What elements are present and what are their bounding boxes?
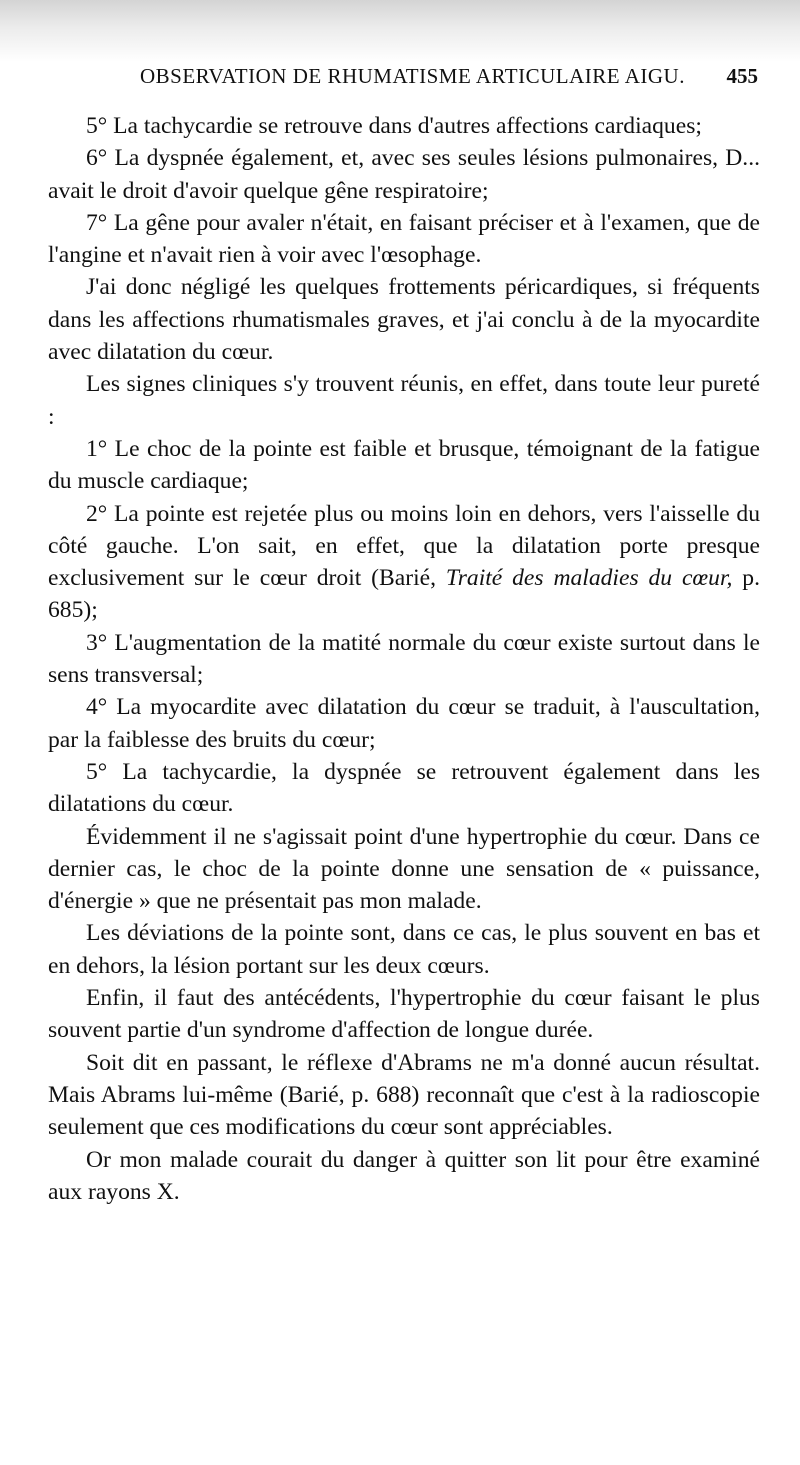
paragraph: 5° La tachycardie, la dyspnée se retrouvent également dans les dilatations du cœur. <box>48 758 760 818</box>
paragraph-text: 2° La pointe est rejetée plus ou moins loin en dehors, vers l'aisselle du côté gauche. L'on sait, en effet, que la dilatation porte presque exclusivement sur le cœur droit (Barié, <box>48 500 760 592</box>
paragraph: J'ai donc négligé les quelques frottements péricardiques, si fréquents dans les affections rhumatismales graves, et j'ai conclu à de la myocardite avec dilatation du cœur. <box>48 274 760 366</box>
page-header <box>0 64 800 94</box>
paragraph: 3° L'augmentation de la matité normale du cœur existe surtout dans le sens transversal; <box>48 629 760 689</box>
paragraph: 5° La tachycardie se retrouve dans d'autres affections cardiaques; <box>86 113 702 139</box>
paragraph: 7° La gêne pour avaler n'était, en faisant préciser et à l'examen, que de l'angine et n'avait rien à voir avec l'œsophage. <box>48 209 760 269</box>
paragraph: Or mon malade courait du danger à quitter son lit pour être examiné aux rayons X. <box>48 1146 760 1205</box>
paragraph: Les signes cliniques s'y trouvent réunis, en effet, dans toute leur pureté : <box>48 371 760 430</box>
paragraph <box>48 498 760 627</box>
paragraph: Soit dit en passant, le réflexe d'Abrams ne m'a donné aucun résultat. Mais Abrams lui-même (Barié, p. 688) reconnaît que c'est à la radioscopie seulement que ces modifications du cœur sont appréciables. <box>48 1049 760 1141</box>
paragraph: 1° Le choc de la pointe est faible et brusque, témoignant de la fatigue du muscle cardiaque; <box>48 435 760 495</box>
paragraph: Évidemment il ne s'agissait point d'une hypertrophie du cœur. Dans ce dernier cas, le choc de la pointe donne une sensation de « puissance, d'énergie » que ne présentait pas mon malade. <box>48 823 760 915</box>
paragraph: 4° La myocardite avec dilatation du cœur se traduit, à l'auscultation, par la faiblesse des bruits du cœur; <box>48 694 760 753</box>
paragraph: Enfin, il faut des antécédents, l'hypertrophie du cœur faisant le plus souvent partie d'un syndrome d'affection de longue durée. <box>48 985 760 1044</box>
paragraph: Les déviations de la pointe sont, dans ce cas, le plus souvent en bas et en dehors, la lésion portant sur les deux cœurs. <box>48 920 760 979</box>
book-title-italic: Traité des maladies du cœur, <box>445 565 733 592</box>
paragraph-text: p. 685); <box>48 565 760 624</box>
running-title: OBSERVATION DE RHUMATISME ARTICULAIRE AIGU. <box>140 64 685 88</box>
page-number: 455 <box>726 64 758 88</box>
page-body <box>48 110 760 1208</box>
paragraph: 6° La dyspnée également, et, avec ses seules lésions pulmonaires, D... avait le droit d'avoir quelque gêne respiratoire; <box>48 145 760 204</box>
